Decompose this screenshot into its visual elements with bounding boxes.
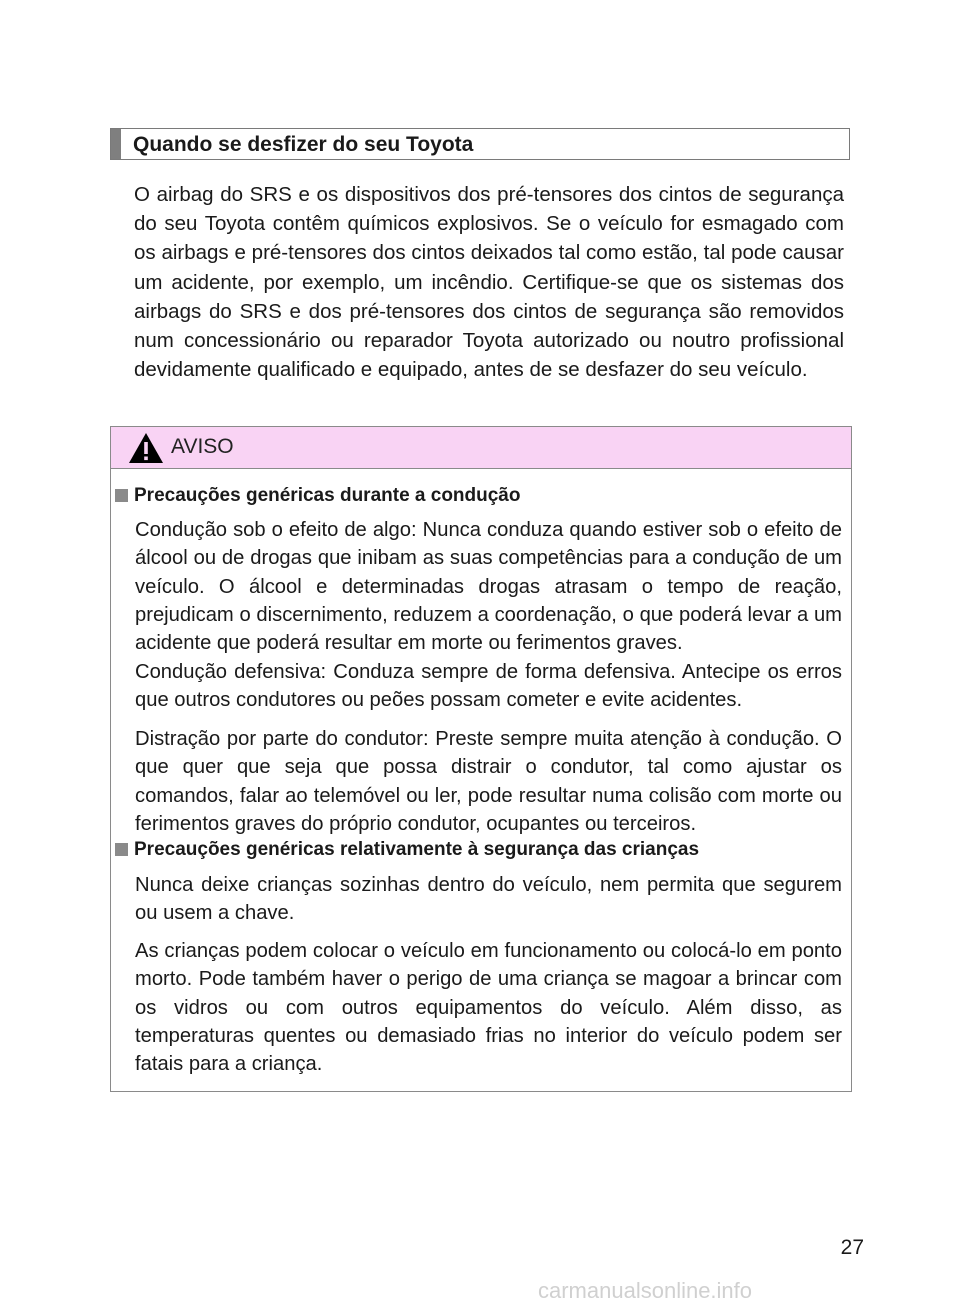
square-bullet-icon [115, 489, 128, 502]
square-bullet-icon [115, 843, 128, 856]
warning-paragraph: Condução defensiva: Conduza sempre de forma defensiva. Antecipe os erros que outros condutores ou peões possam cometer e evite acidentes. [135, 661, 842, 712]
warning-header [111, 427, 851, 469]
subsection-heading: Precauções genéricas durante a condução [115, 483, 521, 509]
warning-paragraph: Nunca deixe crianças sozinhas dentro do veículo, nem permita que segurem ou usem a chave. [135, 874, 842, 925]
warning-paragraph: Condução sob o efeito de algo: Nunca conduza quando estiver sob o efeito de álcool ou de drogas que inibam as suas competências para a condução de um veículo. O álcool e determinadas drogas atrasam o tempo de reação, prejudicam o discernimento, reduzem a coordenação, o que poderá levar a um acidente que poderá resultar em morte ou ferimentos graves. [135, 519, 842, 655]
section-title: Quando se desfizer do seu Toyota [133, 133, 474, 156]
section-body-text: O airbag do SRS e os dispositivos dos pré-tensores dos cintos de segurança do seu Toyota contêm químicos explosivos. Se o veículo for esmagado com os airbags e pré-tensores dos cintos deixados tal como estão, tal pode causar um acidente, por exemplo, um incêndio. Certifique-se que os sistemas dos airbags do SRS e dos pré-tensores dos cintos de segurança são removidos num concessionário ou reparador Toyota autorizado ou noutro profissional devidamente qualificado e equipado, antes de se desfazer do seu veículo. [134, 183, 844, 382]
warning-triangle-icon [128, 432, 164, 464]
warning-title: AVISO [171, 435, 234, 458]
page-number: 27 [840, 1236, 864, 1259]
section-body [134, 180, 844, 384]
watermark: carmanualsonline.info [538, 1278, 753, 1303]
warning-box [110, 426, 852, 1092]
section-header-bar [111, 129, 121, 159]
warning-paragraph: As crianças podem colocar o veículo em funcionamento ou colocá-lo em ponto morto. Pode também haver o perigo de uma criança se magoar a brincar com os vidros ou com outros equipamentos do veículo. Além disso, as temperaturas quentes ou demasiado frias no interior do veículo podem ser fatais para a criança. [135, 940, 842, 1076]
warning-paragraph: Distração por parte do condutor: Preste sempre muita atenção à condução. O que quer que seja que possa distrair o condutor, tal como ajustar os comandos, falar ao telemóvel ou ler, pode resultar numa colisão com morte ou ferimentos graves do próprio condutor, ocupantes ou terceiros. [135, 728, 842, 835]
section-header [110, 128, 850, 160]
subsection-heading: Precauções genéricas relativamente à segurança das crianças [115, 837, 699, 863]
